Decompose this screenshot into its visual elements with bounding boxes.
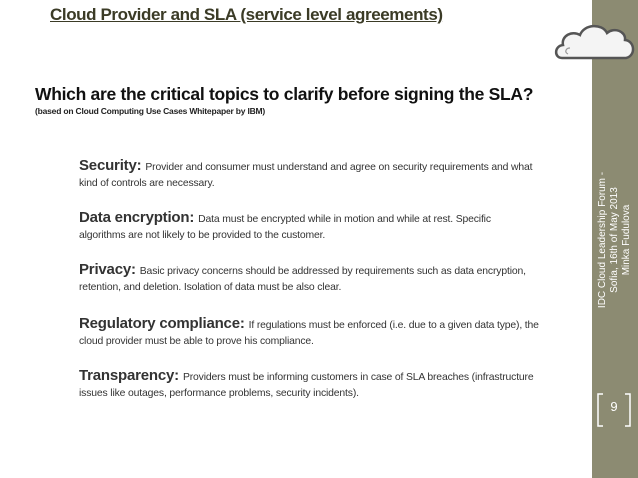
topic-privacy — [79, 262, 539, 296]
cloud-icon — [552, 18, 638, 68]
topic-heading: Security: — [79, 157, 142, 174]
page-number: 9 — [610, 399, 618, 414]
topic-heading: Transparency: — [79, 367, 179, 384]
topic-text: If regulations must be enforced (i.e. due to a given data type), the cloud provider must be able to prove his compliance. — [79, 320, 539, 347]
topic-text: Data must be encrypted while in motion and while at rest. Specific algorithms are not likely to be provided to the customer. — [79, 214, 491, 241]
topic-data-encryption — [79, 210, 539, 244]
topic-text: Provider and consumer must understand and agree on security requirements and what kind of controls are necessary. — [79, 162, 533, 189]
topic-heading: Regulatory compliance: — [79, 315, 245, 332]
source-note: (based on Cloud Computing Use Cases Whitepaper by IBM) — [35, 106, 266, 116]
topic-text: Basic privacy concerns should be addressed by requirements such as data encryption, retention, and deletion. Isolation of data must be also clear. — [79, 266, 526, 293]
topic-text: Providers must be informing customers in case of SLA breaches (infrastructure issues like outages, performance problems, security incidents). — [79, 372, 534, 399]
sidebar-line-date: Sofia, 16th of May 2013 — [609, 187, 620, 293]
sidebar-vertical-text — [597, 172, 633, 308]
topic-transparency — [79, 368, 539, 402]
sidebar-line-forum: IDC Cloud Leadership Forum - — [597, 171, 608, 309]
slide-question: Which are the critical topics to clarify before signing the SLA? — [35, 84, 534, 104]
topic-heading: Privacy: — [79, 261, 136, 278]
topic-heading: Data encryption: — [79, 209, 195, 226]
sidebar-line-author: Minka Fudulova — [621, 204, 632, 276]
topic-security — [79, 158, 539, 192]
topic-regulatory-compliance — [79, 316, 539, 350]
slide-title: Cloud Provider and SLA (service level agreements) — [50, 5, 443, 24]
